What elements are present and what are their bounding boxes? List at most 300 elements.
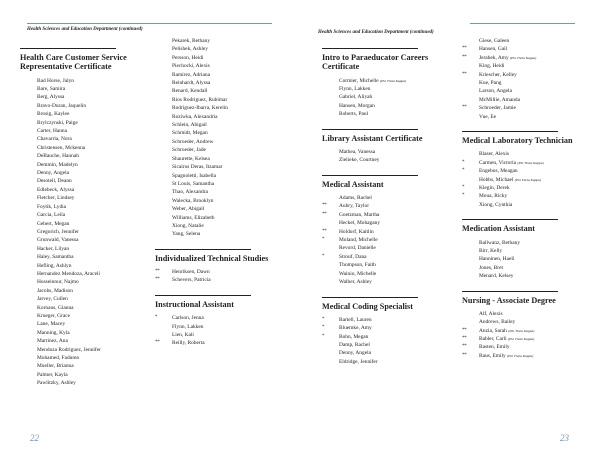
section (322, 287, 442, 367)
section-title: Medical Assistant (322, 179, 384, 189)
graduate-name (322, 358, 442, 366)
graduate-name (20, 278, 130, 286)
graduate-name (20, 211, 130, 219)
graduate-name-text: Grunwald, Vanessa (37, 237, 79, 244)
graduate-name (20, 93, 130, 101)
graduate-name-text: Desotell, Deann (37, 178, 72, 185)
graduate-name-text: Schevers, Patricia (172, 277, 211, 284)
graduate-name (322, 253, 442, 261)
section-title: Nursing - Associate Degree (462, 295, 556, 305)
honor-mark: * (322, 325, 325, 331)
graduate-name (155, 146, 275, 154)
graduate-name-text: Berg, Alyssa (37, 94, 65, 101)
left-col-2 (155, 37, 275, 437)
right-running-head: Health Sciences and Education Department (continued) (318, 30, 434, 35)
honor-mark: ** (155, 277, 160, 283)
graduate-name-text: Blaser, Alexis (479, 151, 510, 158)
graduate-name-text: Revord, Danielle (339, 245, 376, 252)
graduate-name (462, 167, 587, 175)
graduate-name-text: Moua, Ricky (479, 193, 508, 200)
graduate-name (322, 324, 442, 332)
graduate-name-text: Adams, Rachel (339, 195, 372, 202)
graduate-name-text: Ramirez, Adriana (172, 71, 211, 78)
graduate-name-text: Bare, Samira (37, 86, 66, 92)
graduate-name (20, 110, 130, 118)
graduate-list (322, 316, 442, 366)
graduate-name-text: Schroeder, Andrew (172, 138, 214, 145)
graduate-name-text: Brylczynski, Paige (37, 119, 78, 126)
graduate-name (20, 186, 130, 194)
graduate-name (20, 127, 130, 135)
graduate-name (20, 253, 130, 261)
graduate-name (462, 239, 587, 247)
graduate-name-text: Thao, Alexandra (172, 189, 208, 196)
right-page-number: 23 (560, 433, 569, 443)
graduate-name-text: Bartell, Lauren (339, 316, 372, 323)
graduate-name-text: Kriescher, Kelley (479, 71, 517, 78)
graduate-name-text: Reinhardt, Alyssa (172, 80, 211, 87)
section (322, 119, 442, 165)
graduate-name-text: Xiong, Cynthia (479, 201, 513, 208)
graduate-name (155, 230, 275, 238)
graduate-name-text: Haley, Samantha (37, 254, 74, 261)
graduate-name (462, 37, 587, 45)
graduate-name-text: Brosig, Kaylee (37, 111, 70, 118)
graduate-name (155, 37, 275, 45)
graduate-name (155, 79, 275, 87)
section-spacer (155, 239, 275, 249)
graduate-name (322, 77, 442, 85)
graduate-name-text: Moland, Michelle (339, 237, 378, 244)
graduate-list (462, 239, 587, 281)
honor-mark: * (322, 316, 325, 322)
graduate-name (155, 113, 275, 121)
section (462, 37, 587, 121)
section-title: Medical Laboratory Technician (462, 136, 573, 146)
graduate-name (20, 245, 130, 253)
section-spacer (322, 119, 442, 129)
graduate-name-text: Persson, Heidi (172, 54, 204, 61)
honor-mark: * (462, 193, 465, 199)
section (20, 44, 130, 388)
section-title: Intro to Paraeducator Careers Certificate (322, 53, 429, 72)
honor-mark: ** (462, 327, 467, 333)
graduate-name-text: Rios Rodriguez, Rubimar (172, 96, 228, 103)
graduate-name-text: Basten, Emily (479, 344, 510, 351)
graduate-name-text: King, Heidi (479, 63, 505, 70)
graduate-name-text: Foytik, Lydia (37, 203, 67, 210)
graduate-name-text: Zielieke, Courtney (339, 157, 380, 164)
graduate-name-text: Baus, Emily (479, 352, 506, 359)
graduate-name-text: Rodriguez-Ibarra, Kerelin (172, 105, 228, 112)
graduate-name (20, 295, 130, 303)
section-rule (322, 175, 418, 176)
section (155, 37, 275, 239)
graduate-name-text: Kornaus, Gianna (37, 304, 74, 311)
graduate-name-text: Andrews, Bailey (479, 319, 516, 326)
honor-mark: * (462, 168, 465, 174)
graduate-name-text: Carmen, Victoria (479, 159, 516, 166)
graduate-name (462, 79, 587, 87)
graduate-name (155, 314, 275, 322)
graduate-name-text: Goetzman, Martha (339, 211, 380, 218)
graduate-list (155, 37, 275, 239)
graduate-name (462, 352, 587, 360)
honor-mark: ** (462, 344, 467, 350)
graduate-name-text: Weber, Abigail (172, 206, 205, 213)
graduate-name (462, 318, 587, 326)
graduate-name (462, 335, 587, 343)
graduate-name-text: Bad Horse, Jalyn (37, 77, 74, 84)
graduate-name (20, 102, 130, 110)
graduate-name-text: Williams, Elizabeth (172, 214, 215, 221)
section-spacer (322, 165, 442, 175)
graduate-name-text: Piechocki, Alexis (172, 63, 210, 70)
section (155, 239, 275, 285)
graduate-name (20, 161, 130, 169)
graduate-name (20, 169, 130, 177)
graduate-name-text: Spagnoletti, Isabella (172, 172, 217, 179)
honor-society-note: (Phi Theta Kappa) (508, 328, 535, 333)
section-rule (322, 297, 418, 298)
graduate-name-text: Mohamed, Fadumo (37, 355, 80, 361)
section-spacer (462, 281, 587, 291)
graduate-name-text: Demmin, Madelyn (37, 161, 78, 168)
honor-mark: ** (462, 71, 467, 77)
graduate-name (155, 339, 275, 347)
graduate-name (462, 45, 587, 53)
section (322, 165, 442, 287)
graduate-name-text: Hobbs, Michael (479, 176, 514, 183)
section-rule (322, 129, 418, 130)
graduate-name-text: Flynn, Lakken (172, 323, 204, 330)
graduate-list (322, 148, 442, 165)
graduate-name (322, 349, 442, 357)
graduate-name-text: Giese, Galeen (479, 38, 510, 44)
graduate-name-text: Alf, Alexis (479, 310, 503, 317)
graduate-name (20, 270, 130, 278)
graduate-name-text: Menard, Kelsey (479, 273, 514, 280)
graduate-name-text: Thompson, Faith (339, 262, 376, 269)
graduate-name-text: Fletcher, Lindsey (37, 195, 75, 202)
graduate-name-text: Jarvey, Cullen (37, 296, 68, 303)
graduate-name (20, 228, 130, 236)
graduate-name (20, 135, 130, 143)
graduate-name (20, 320, 130, 328)
section (462, 121, 587, 209)
honor-mark: * (462, 184, 465, 190)
section-rule (462, 291, 558, 292)
graduate-list (462, 37, 587, 121)
graduate-name (155, 323, 275, 331)
section-title: Instructional Assistant (155, 299, 234, 309)
graduate-name (462, 247, 587, 255)
graduate-name (322, 93, 442, 101)
honor-society-note: (Phi Theta Kappa) (507, 353, 534, 358)
graduate-name (155, 268, 275, 276)
graduate-name (20, 194, 130, 202)
honor-society-note: (Phi Theta Kappa) (379, 78, 407, 83)
graduate-name (20, 371, 130, 379)
section (155, 285, 275, 348)
graduate-name (322, 110, 442, 118)
graduate-name (20, 177, 130, 185)
graduate-name-text: Walecka, Brooklyn (172, 197, 214, 204)
graduate-name (20, 262, 130, 270)
graduate-name-text: Krueger, Grace (37, 312, 71, 319)
graduate-name (462, 201, 587, 209)
graduate-name-text: Bluemke, Amy (339, 325, 372, 332)
graduate-name-text: Husseinnur, Najmo (37, 279, 79, 286)
honor-mark: * (462, 159, 465, 165)
section-rule (462, 131, 558, 132)
graduate-name-text: Hefling, Ashlyn (37, 262, 72, 269)
graduate-name (462, 159, 587, 167)
honor-society-note: (Phi Theta Kappa) (517, 160, 544, 165)
honor-society-note: (Phi Theta Kappa) (510, 55, 537, 60)
graduate-name-text: Roberts, Paul (339, 111, 369, 118)
graduate-name-text: Schlein, Abigail (172, 122, 207, 129)
honor-mark: ** (462, 336, 467, 342)
graduate-name (20, 220, 130, 228)
section-rule (20, 48, 116, 49)
graduate-name (462, 176, 587, 184)
graduate-name-text: Hernandez Mendoza, Araceli (37, 270, 101, 277)
graduate-name (155, 87, 275, 95)
graduate-name-text: Mueller, Brianna (37, 363, 74, 370)
section-title: Medical Coding Specialist (322, 301, 413, 311)
graduate-name-text: Xiong, Natalie (172, 222, 204, 229)
honor-mark: ** (155, 269, 160, 275)
graduate-name (322, 156, 442, 164)
section-title: Medication Assistant (462, 224, 536, 234)
graduate-name (155, 172, 275, 180)
graduate-name (322, 211, 442, 219)
graduate-name-text: Lane, Macey (37, 321, 66, 328)
graduate-name-text: Gebert, Megan (37, 220, 70, 227)
graduate-name-text: Walber, Ashley (339, 279, 372, 286)
graduate-name-text: Reilly, Roberta (172, 340, 205, 347)
graduate-name (20, 362, 130, 370)
graduate-name (322, 278, 442, 286)
graduate-name-text: Vue, Ee (479, 113, 497, 120)
graduate-name-text: Cormier, Michelle (339, 77, 379, 84)
graduate-name-text: Strouf, Dana (339, 253, 367, 260)
section-spacer (462, 209, 587, 219)
graduate-name (462, 327, 587, 335)
graduate-name (322, 236, 442, 244)
graduate-name (20, 304, 130, 312)
graduate-name-text: Mendoza Rodriguez, Jennifer (37, 346, 101, 353)
left-running-head: Health Sciences and Education Department (continued) (27, 27, 143, 32)
graduate-list (462, 310, 587, 360)
graduate-name (462, 104, 587, 112)
graduate-name (155, 180, 275, 188)
graduate-name (155, 197, 275, 205)
honor-mark: ** (462, 105, 467, 111)
graduate-name (322, 316, 442, 324)
graduate-name-text: Holdorf, Kaitlin (339, 228, 374, 235)
graduate-name (462, 54, 587, 62)
graduate-name-text: Manning, Kyla (37, 329, 70, 336)
graduate-name-text: Pekarek, Bethany (172, 38, 211, 44)
graduate-name (155, 222, 275, 230)
graduate-name-text: Pawlitzky, Ashley (37, 380, 76, 387)
graduate-name (322, 202, 442, 210)
graduate-name-text: Kue, Pang (479, 80, 502, 87)
graduate-name-text: St Louis, Samantha (172, 180, 215, 187)
graduate-name (462, 87, 587, 95)
graduate-name (155, 188, 275, 196)
graduate-name-text: Carlson, Jenna (172, 315, 204, 322)
graduate-name (155, 331, 275, 339)
graduate-name (20, 119, 130, 127)
graduate-name-text: Damp, Rachel (339, 342, 370, 349)
graduate-name (155, 62, 275, 70)
graduate-name (155, 54, 275, 62)
graduate-name (155, 129, 275, 137)
section (322, 44, 442, 119)
graduate-name-text: Flynn, Lakken (339, 86, 371, 92)
graduate-name-text: Jerabek, Amy (479, 54, 509, 61)
graduate-list (322, 194, 442, 286)
graduate-name-text: Gregorich, Jennifer (37, 228, 79, 235)
graduate-name-text: Bohn, Megan (339, 333, 369, 340)
graduate-name (20, 144, 130, 152)
graduate-name (322, 219, 442, 227)
graduate-name-text: Hansen, Gail (479, 46, 508, 53)
left-col-1 (20, 44, 130, 444)
graduate-name (20, 337, 130, 345)
right-col-2 (462, 37, 587, 437)
graduate-name-text: Carter, Hanna (37, 128, 68, 135)
honor-mark: ** (462, 46, 467, 52)
section-spacer (462, 121, 587, 131)
graduate-name-text: Schroeder, Jamie (479, 105, 516, 112)
graduate-name-text: Schroeder, Jade (172, 147, 206, 154)
graduate-name (155, 155, 275, 163)
graduate-name-text: Henriksen, Dawn (172, 269, 210, 276)
honor-mark: * (322, 237, 325, 243)
graduate-name (462, 96, 587, 104)
graduate-name-text: Shaurette, Kelsea (172, 155, 210, 162)
graduate-name-text: Wainio, Michelle (339, 270, 377, 277)
graduate-list (322, 77, 442, 119)
graduate-name (20, 236, 130, 244)
graduate-list (462, 150, 587, 209)
graduate-name-text: Pelishek, Ashley (172, 46, 208, 53)
graduate-name (462, 62, 587, 70)
graduate-name-text: Roziwka, Alexandria (172, 113, 218, 120)
graduate-name-text: Birr, Kelly (479, 247, 503, 254)
graduate-name (322, 333, 442, 341)
graduate-name (20, 152, 130, 160)
graduate-name (155, 96, 275, 104)
honor-mark: * (155, 315, 158, 321)
right-header-rule (470, 23, 575, 24)
honor-society-note: (Phi Theta Kappa) (514, 177, 542, 182)
graduate-name-text: Heckel, Mohagany (339, 220, 381, 227)
left-header-rule (27, 23, 272, 24)
graduate-name (462, 255, 587, 263)
graduate-name (322, 102, 442, 110)
graduate-name (462, 113, 587, 121)
left-page-number: 22 (30, 433, 39, 443)
graduate-name-text: Gabriel, Aliyah (339, 94, 373, 101)
graduate-name (462, 150, 587, 158)
graduate-name-text: Ballwanz, Bethany (479, 239, 521, 246)
graduate-name (322, 194, 442, 202)
graduate-name (322, 244, 442, 252)
graduate-list (155, 314, 275, 348)
graduate-name-text: Denny, Angela (339, 350, 371, 357)
graduate-name (462, 343, 587, 351)
graduate-name (20, 312, 130, 320)
graduate-name (155, 205, 275, 213)
graduate-name-text: Larson, Angela (479, 88, 512, 95)
graduate-name-text: Sicairos Deras, Itzamar (172, 164, 223, 171)
graduate-name-text: Lien, Kali (172, 331, 194, 338)
graduate-name-text: Schmidt, Megan (172, 130, 208, 137)
graduate-name (20, 329, 130, 337)
graduate-name (322, 261, 442, 269)
honor-mark: ** (155, 340, 160, 346)
graduate-name-text: Hanninen, Haeli (479, 256, 515, 263)
graduate-name (462, 272, 587, 280)
graduate-name-text: Klegin, Derek (479, 184, 510, 191)
graduate-name (462, 71, 587, 79)
right-col-1 (322, 44, 442, 444)
section-rule (155, 295, 251, 296)
graduate-name (155, 104, 275, 112)
graduate-name (155, 121, 275, 129)
graduate-name (20, 77, 130, 85)
graduate-name (322, 270, 442, 278)
graduate-name (20, 379, 130, 387)
graduate-name (155, 138, 275, 146)
honor-mark: ** (322, 211, 327, 217)
graduate-name (20, 354, 130, 362)
section-spacer (155, 285, 275, 295)
section-title: Health Care Customer Service Representative Certificate (20, 53, 127, 72)
honor-mark: * (322, 253, 325, 259)
graduate-name-text: Eldridge, Jennifer (339, 358, 378, 365)
honor-mark: ** (462, 352, 467, 358)
graduate-name-text: Renard, Kendall (172, 88, 208, 95)
graduate-name-text: Anzia, Sarah (479, 327, 507, 334)
graduate-name (462, 264, 587, 272)
section-rule (462, 219, 558, 220)
graduate-name-text: Bravo-Duran, Jaquelin (37, 102, 87, 109)
graduate-name-text: Engebos, Meagan (479, 168, 518, 175)
graduate-name-text: Garcia, Leila (37, 212, 66, 219)
honor-mark: * (322, 333, 325, 339)
graduate-name-text: Martinez, Ana (37, 338, 68, 345)
graduate-name-text: Christensen, Mckenna (37, 144, 86, 151)
section-title: Individualized Technical Studies (155, 253, 269, 263)
section (462, 281, 587, 361)
graduate-name-text: Mathea, Vanessa (339, 148, 376, 155)
graduate-name (20, 287, 130, 295)
graduate-name (20, 85, 130, 93)
graduate-name (322, 341, 442, 349)
section (462, 209, 587, 280)
graduate-name-text: Edlebeck, Alyssa (37, 186, 75, 193)
section-rule (155, 249, 251, 250)
honor-society-note: (Phi Theta Kappa) (508, 337, 535, 342)
honor-mark: ** (462, 54, 467, 60)
graduate-name-text: Yang, Selena (172, 231, 201, 238)
